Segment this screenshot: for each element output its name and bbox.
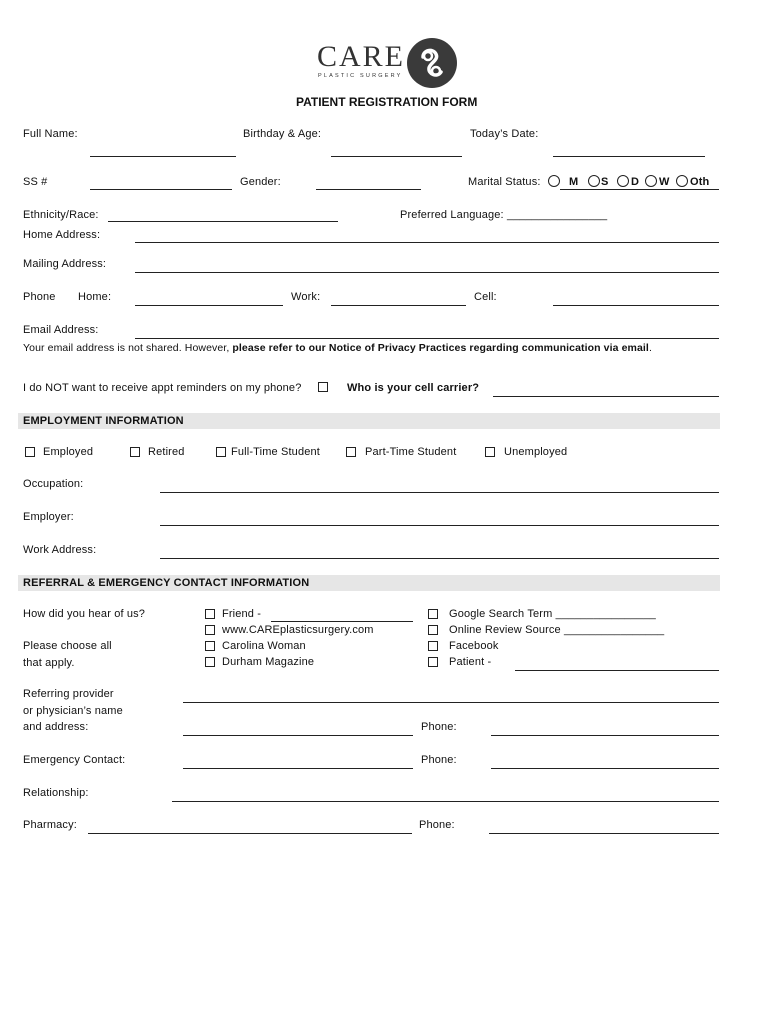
todays-date-label: Today’s Date:	[470, 128, 539, 140]
marital-option-d: D	[631, 176, 640, 188]
source-google-checkbox[interactable]	[428, 609, 438, 619]
choose-all-label-2: that apply.	[23, 657, 75, 669]
occupation-field[interactable]	[160, 492, 719, 493]
phone-label: Phone	[23, 291, 56, 303]
emergency-contact-label: Emergency Contact:	[23, 754, 126, 766]
marital-option-m: M	[569, 176, 579, 188]
source-website-checkbox[interactable]	[205, 625, 215, 635]
email-note-plain: Your email address is not shared. However,	[23, 342, 233, 354]
employer-field[interactable]	[160, 525, 719, 526]
home-phone-field[interactable]	[135, 305, 283, 306]
emergency-contact-field[interactable]	[183, 768, 413, 769]
email-label: Email Address:	[23, 324, 99, 336]
referring-provider-field[interactable]	[183, 702, 719, 703]
marital-option-oth: Oth	[690, 176, 710, 188]
retired-label: Retired	[148, 446, 185, 458]
choose-all-label-1: Please choose all	[23, 640, 112, 652]
no-reminders-label: I do NOT want to receive appt reminders on my phone?	[23, 382, 302, 394]
marital-status-label: Marital Status:	[468, 176, 541, 188]
full-time-student-checkbox[interactable]	[216, 447, 226, 457]
mailing-address-field[interactable]	[135, 272, 719, 273]
occupation-label: Occupation:	[23, 478, 84, 490]
home-address-label: Home Address:	[23, 229, 101, 241]
source-online-review-checkbox[interactable]	[428, 625, 438, 635]
ethnicity-field[interactable]	[108, 221, 338, 222]
pharmacy-phone-label: Phone:	[419, 819, 455, 831]
referral-section-header	[18, 575, 720, 591]
marital-radio-w[interactable]	[645, 175, 657, 187]
no-reminders-checkbox[interactable]	[318, 382, 328, 392]
logo-wordmark: CARE	[317, 40, 406, 73]
source-patient-field[interactable]	[515, 670, 719, 671]
ssn-field[interactable]	[90, 189, 232, 190]
referring-phone-field[interactable]	[491, 735, 719, 736]
work-phone-label: Work:	[291, 291, 321, 303]
source-website-label: www.CAREplasticsurgery.com	[222, 624, 374, 636]
source-patient-label: Patient -	[449, 656, 492, 668]
work-address-label: Work Address:	[23, 544, 97, 556]
emergency-phone-field[interactable]	[491, 768, 719, 769]
how-heard-label: How did you hear of us?	[23, 608, 146, 620]
ethnicity-label: Ethnicity/Race:	[23, 209, 99, 221]
relationship-label: Relationship:	[23, 787, 89, 799]
referral-header-label: REFERRAL & EMERGENCY CONTACT INFORMATION	[23, 577, 310, 589]
marital-option-s: S	[601, 176, 609, 188]
email-note	[23, 342, 652, 354]
source-online-review-label: Online Review Source ________________	[449, 624, 665, 636]
pharmacy-label: Pharmacy:	[23, 819, 77, 831]
retired-checkbox[interactable]	[130, 447, 140, 457]
source-friend-field[interactable]	[271, 621, 413, 622]
cell-phone-field[interactable]	[553, 305, 719, 306]
pharmacy-field[interactable]	[88, 833, 412, 834]
birthday-age-field[interactable]	[331, 156, 462, 157]
source-facebook-checkbox[interactable]	[428, 641, 438, 651]
work-phone-field[interactable]	[331, 305, 466, 306]
part-time-student-checkbox[interactable]	[346, 447, 356, 457]
source-durham-magazine-checkbox[interactable]	[205, 657, 215, 667]
source-facebook-label: Facebook	[449, 640, 499, 652]
gender-label: Gender:	[240, 176, 281, 188]
employer-label: Employer:	[23, 511, 74, 523]
source-carolina-woman-checkbox[interactable]	[205, 641, 215, 651]
marital-radio-oth[interactable]	[676, 175, 688, 187]
marital-radio-d[interactable]	[617, 175, 629, 187]
source-carolina-woman-label: Carolina Woman	[222, 640, 306, 652]
employment-header-label: EMPLOYMENT INFORMATION	[23, 415, 184, 427]
logo-tagline: PLASTIC SURGERY	[318, 73, 403, 79]
pharmacy-phone-field[interactable]	[489, 833, 719, 834]
referring-label-2: or physician’s name	[23, 705, 123, 717]
cell-carrier-label: Who is your cell carrier?	[347, 382, 480, 394]
referring-label-3: and address:	[23, 721, 89, 733]
preferred-language-label: Preferred Language: ________________	[400, 209, 608, 221]
home-phone-label: Home:	[78, 291, 112, 303]
cell-carrier-field[interactable]	[493, 396, 719, 397]
mailing-address-label: Mailing Address:	[23, 258, 107, 270]
todays-date-field[interactable]	[553, 156, 705, 157]
unemployed-label: Unemployed	[504, 446, 568, 458]
employed-label: Employed	[43, 446, 94, 458]
employment-section-header	[18, 413, 720, 429]
source-friend-label: Friend -	[222, 608, 262, 620]
source-patient-checkbox[interactable]	[428, 657, 438, 667]
marital-radio-m[interactable]	[548, 175, 560, 187]
employed-checkbox[interactable]	[25, 447, 35, 457]
source-friend-checkbox[interactable]	[205, 609, 215, 619]
source-google-label: Google Search Term ________________	[449, 608, 656, 620]
email-note-end: .	[648, 342, 652, 354]
marital-status-underline	[560, 189, 719, 190]
full-name-label: Full Name:	[23, 128, 78, 140]
marital-option-w: W	[659, 176, 670, 188]
referring-phone-label: Phone:	[421, 721, 457, 733]
home-address-field[interactable]	[135, 242, 719, 243]
email-field[interactable]	[135, 338, 719, 339]
unemployed-checkbox[interactable]	[485, 447, 495, 457]
email-note-bold: please refer to our Notice of Privacy Practices regarding communication via email	[232, 342, 649, 354]
source-durham-magazine-label: Durham Magazine	[222, 656, 315, 668]
full-time-student-label: Full-Time Student	[231, 446, 320, 458]
relationship-field[interactable]	[172, 801, 719, 802]
form-title: PATIENT REGISTRATION FORM	[296, 95, 478, 109]
part-time-student-label: Part-Time Student	[365, 446, 457, 458]
full-name-field[interactable]	[90, 156, 236, 157]
emergency-phone-label: Phone:	[421, 754, 457, 766]
referring-address-field[interactable]	[183, 735, 413, 736]
gender-field[interactable]	[316, 189, 421, 190]
referring-label-1: Referring provider	[23, 688, 114, 700]
ssn-label: SS #	[23, 176, 48, 188]
birthday-age-label: Birthday & Age:	[243, 128, 322, 140]
marital-radio-s[interactable]	[588, 175, 600, 187]
work-address-field[interactable]	[160, 558, 719, 559]
logo-mark-icon	[406, 37, 458, 89]
cell-phone-label: Cell:	[474, 291, 497, 303]
